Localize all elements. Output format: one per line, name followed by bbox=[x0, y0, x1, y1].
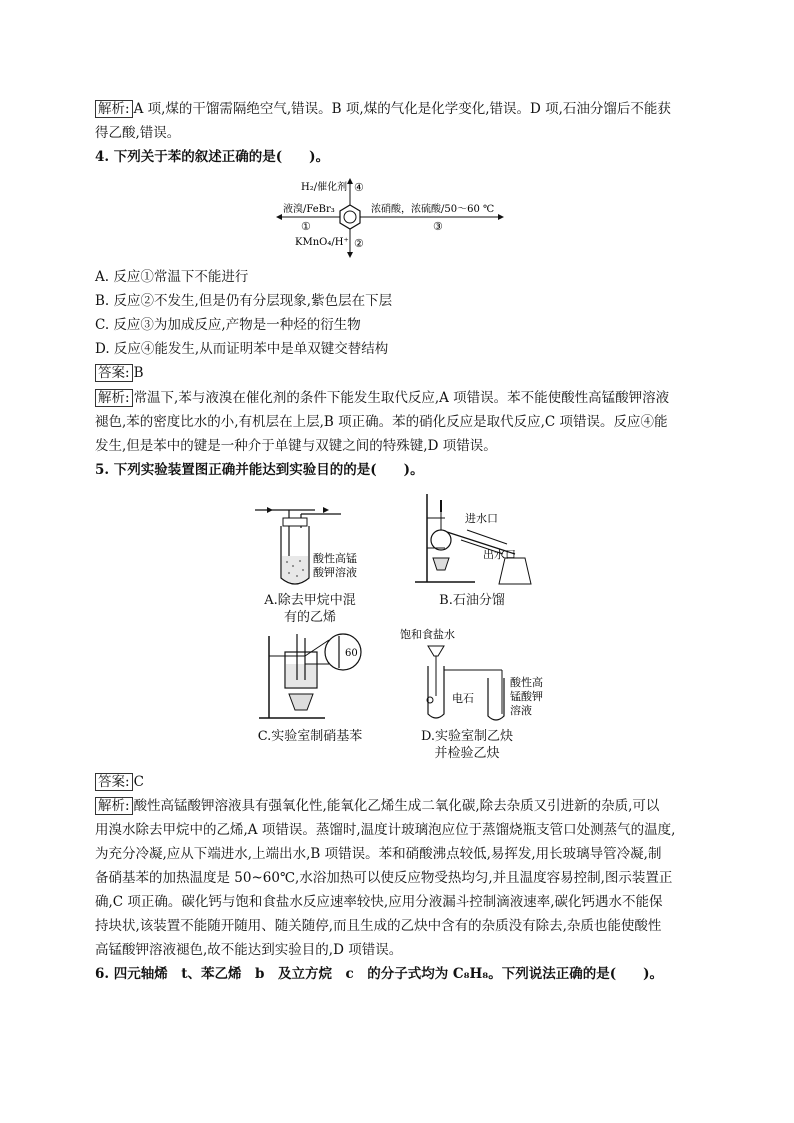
top-num: ④ bbox=[354, 181, 364, 194]
q3-analysis-line1: 解析: A 项,煤的干馏需隔绝空气,错误。B 项,煤的气化是化学变化,错误。D 项,石油分馏后不能获 bbox=[95, 100, 671, 118]
q5-answer: 答案: C bbox=[95, 773, 144, 791]
right-reagent: 浓硝酸，浓硫酸/50～60 ℃ bbox=[371, 204, 495, 215]
q4-answer: 答案: B bbox=[95, 364, 143, 382]
q4-analysis-line3: 发生,但是苯中的键是一种介于单键与双键之间的特殊键,D 项错误。 bbox=[95, 438, 497, 454]
top-reagent: H₂/催化剂 bbox=[301, 182, 348, 193]
figure-c-apparatus bbox=[245, 630, 375, 726]
figure-a-caption: A.除去甲烷中混 有的乙烯 bbox=[264, 593, 356, 625]
q5-analysis-line7: 高锰酸钾溶液褪色,故不能达到实验目的,D 项错误。 bbox=[95, 942, 403, 958]
figure-d-sol-2: 锰酸钾 bbox=[510, 690, 543, 703]
q5-analysis-line2: 用溴水除去甲烷中的乙烯,A 项错误。蒸馏时,温度计玻璃泡应位于蒸馏烧瓶支管口处测蒸气的温度, bbox=[95, 822, 676, 838]
q3-analysis-line2: 得乙酸,错误。 bbox=[95, 125, 181, 141]
analysis-tag: 解析: bbox=[95, 389, 133, 407]
figure-d-sol-1: 酸性高 bbox=[510, 676, 543, 689]
q5-analysis-line3: 为充分冷凝,应从下端进水,上端出水,B 项错误。苯和硝酸沸点较低,易挥发,用长玻璃导管冷凝,制 bbox=[95, 846, 662, 862]
figure-d-top-label: 饱和食盐水 bbox=[400, 628, 455, 641]
analysis-tag: 解析: bbox=[95, 100, 133, 118]
left-reagent: 液溴/FeBr₃ bbox=[283, 204, 335, 215]
bottom-reagent: KMnO₄/H⁺ bbox=[295, 237, 349, 248]
right-num: ③ bbox=[433, 220, 443, 233]
figure-c-thermo: 60 bbox=[345, 648, 358, 659]
figure-c-caption: C.实验室制硝基苯 bbox=[257, 729, 363, 744]
q5-analysis-line1: 解析: 酸性高锰酸钾溶液具有强氧化性,能氧化乙烯生成二氧化碳,除去杂质又引进新的杂质,可以 bbox=[95, 797, 659, 815]
answer-tag: 答案: bbox=[95, 773, 133, 791]
q5-analysis-line5: 确,C 项正确。碳化钙与饱和食盐水反应速率较快,应用分液漏斗控制滴液速率,碳化钙遇水不能保 bbox=[95, 894, 663, 910]
left-num: ① bbox=[301, 220, 311, 233]
figure-a-apparatus bbox=[245, 500, 375, 592]
figure-b-in-label: 进水口 bbox=[465, 512, 498, 525]
q4-option-a: A. 反应①常温下不能进行 bbox=[95, 269, 249, 285]
figure-b-apparatus bbox=[405, 492, 535, 592]
figure-b-out-label: 出水口 bbox=[483, 548, 516, 561]
q4-analysis-line2: 褪色,苯的密度比水的小,有机层在上层,B 项正确。苯的硝化反应是取代反应,C 项错误。反应④能 bbox=[95, 414, 668, 430]
figure-d-sol-3: 溶液 bbox=[510, 704, 532, 717]
figure-a-label-2: 酸钾溶液 bbox=[313, 566, 357, 579]
q4-option-b: B. 反应②不发生,但是仍有分层现象,紫色层在下层 bbox=[95, 293, 393, 309]
q4-option-d: D. 反应④能发生,从而证明苯中是单双键交替结构 bbox=[95, 341, 389, 357]
answer-tag: 答案: bbox=[95, 364, 133, 382]
benzene-ring bbox=[340, 205, 360, 229]
analysis-tag: 解析: bbox=[95, 797, 133, 815]
q5-analysis-line6: 持块状,该装置不能随开随用、随关随停,而且生成的乙炔中含有的杂质没有除去,杂质也能使酸性 bbox=[95, 918, 662, 934]
q5-analysis-line4: 备硝基苯的加热温度是 50~60℃,水浴加热可以使反应物受热均匀,并且温度容易控制,图示装置正 bbox=[95, 870, 673, 886]
figure-d-stone: 电石 bbox=[452, 692, 474, 705]
figure-d-caption: D.实验室制乙炔 并检验乙炔 bbox=[420, 729, 514, 761]
bottom-num: ② bbox=[354, 237, 364, 250]
figure-b-caption: B.石油分馏 bbox=[439, 593, 505, 608]
figure-a-label-1: 酸性高锰 bbox=[313, 552, 357, 565]
q6-stem: 6. 四元轴烯 t、苯乙烯 b 及立方烷 c 的分子式均为 C₈H₈。下列说法正确的是( )。 bbox=[95, 966, 663, 982]
q5-stem: 5. 下列实验装置图正确并能达到实验目的的是( )。 bbox=[95, 462, 424, 478]
q4-option-c: C. 反应③为加成反应,产物是一种烃的衍生物 bbox=[95, 317, 361, 333]
q4-analysis-line1: 解析: 常温下,苯与液溴在催化剂的条件下能发生取代反应,A 项错误。苯不能使酸性高锰酸钾溶液 bbox=[95, 389, 669, 407]
benzene-reaction-scheme bbox=[270, 176, 510, 260]
q4-stem: 4. 下列关于苯的叙述正确的是( )。 bbox=[95, 149, 330, 165]
figure-d-apparatus bbox=[392, 626, 552, 726]
